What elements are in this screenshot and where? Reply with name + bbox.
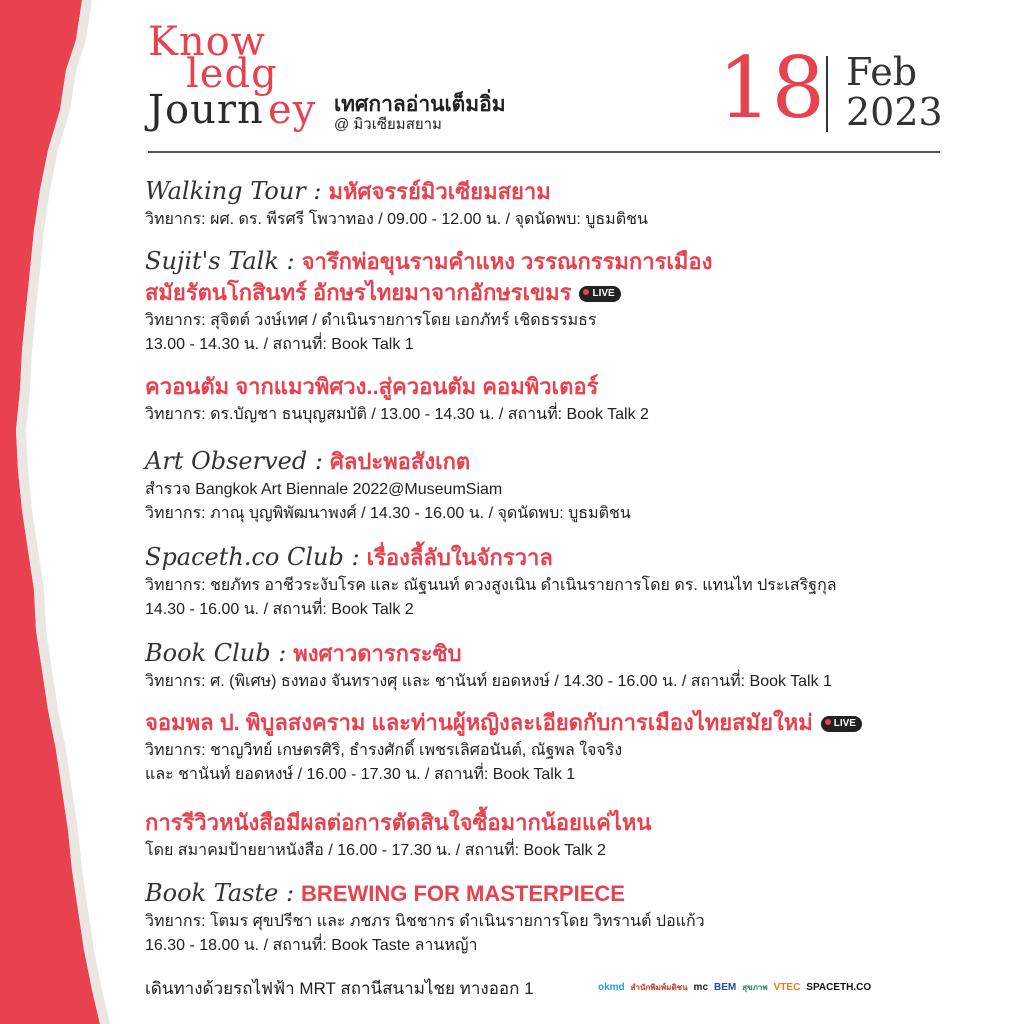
event-title: เรื่องลี้ลับในจักรวาล [366,545,553,570]
event-series: Book Taste : [145,879,295,907]
schedule-item-book-taste [145,878,965,958]
event-title-line [145,808,965,839]
partner-logo-spaceth: SPACETH.CO [806,981,872,993]
event-title-line [145,638,965,670]
event-date-month: Feb [846,50,918,94]
schedule-item-quantum [145,372,965,427]
event-detail: วิทยากร: ดร.บัญชา ธนบุญสมบัติ / 13.00 - 14.30 น. / สถานที่: Book Talk 2 [145,406,649,423]
travel-directions: เดินทางด้วยรถไฟฟ้า MRT สถานีสนามไชย ทางออก 1 [145,979,534,998]
event-detail: 16.30 - 18.00 น. / สถานที่: Book Taste ลานหญ้า [145,937,478,954]
live-label: LIVE [592,288,615,299]
event-detail: วิทยากร: สุจิตต์ วงษ์เทศ / ดำเนินรายการโดย เอกภัทร์ เชิดธรรมธร [145,312,597,329]
header-divider [148,151,940,153]
partner-logo-mc: mc [693,981,708,993]
live-dot-icon [583,289,589,295]
schedule-item-book-review [145,808,965,863]
event-series: Walking Tour : [145,177,322,205]
event-title-line [145,372,965,403]
live-badge [821,716,862,732]
event-title: ควอนตัม จากแมวพิศวง..สู่ควอนตัม คอมพิวเตอร์ [145,374,599,399]
event-title: BREWING FOR MASTERPIECE [301,881,625,906]
festival-venue: @ มิวเซียมสยาม [334,116,442,133]
torn-red-edge [0,0,140,1024]
live-label: LIVE [833,718,856,729]
live-badge [579,286,620,302]
logo-line-ledg: ledg [186,51,278,97]
schedule-item-walking-tour [145,176,965,232]
schedule-item-sujits-talk [145,246,965,357]
event-detail: สำรวจ Bangkok Art Biennale 2022@MuseumSiam [145,481,503,498]
event-detail: 13.00 - 14.30 น. / สถานที่: Book Talk 1 [145,336,414,353]
logo-line-journ: Journ [148,87,264,133]
event-title-line [145,176,965,208]
live-dot-icon [825,719,831,725]
logo-line-know: Know [148,19,266,65]
knowledge-journey-logo [148,19,348,133]
event-title: พงศาวดารกระซิบ [293,641,462,666]
partner-logos [598,974,978,1000]
event-detail: โดย สมาคมป้ายยาหนังสือ / 16.00 - 17.30 น. / สถานที่: Book Talk 2 [145,842,606,859]
event-title-line [145,878,965,910]
event-detail: และ ชานันท์ ยอดหงษ์ / 16.00 - 17.30 น. / สถานที่: Book Talk 1 [145,766,576,783]
event-title-line [145,246,965,278]
schedule-item-phibun [145,708,965,787]
event-series: Sujit's Talk : [145,247,295,275]
event-series: Spaceth.co Club : [145,543,360,571]
event-detail: วิทยากร: ผศ. ดร. พีรศรี โพวาทอง / 09.00 - 12.00 น. / จุดนัดพบ: บูธมติชน [145,211,648,228]
event-title: มหัศจรรย์มิวเซียมสยาม [328,179,551,204]
logo-line-ey: ey [268,87,317,133]
event-detail: 14.30 - 16.00 น. / สถานที่: Book Talk 2 [145,601,414,618]
event-detail: วิทยากร: ศ. (พิเศษ) ธงทอง จันทรางศุ และ ชานันท์ ยอดหงษ์ / 14.30 - 16.00 น. / สถานที่: Book Talk 1 [145,673,832,690]
partner-logo-bem: BEM [714,981,737,993]
festival-title: เทศกาลอ่านเต็มอิ่ม [334,93,506,116]
date-divider [826,56,828,132]
event-detail: วิทยากร: ภาณุ บุญพิพัฒนาพงศ์ / 14.30 - 16.00 น. / จุดนัดพบ: บูธมติชน [145,505,631,522]
partner-logo-health: สุขภาพ [742,982,768,992]
event-title: ศิลปะพอสังเกต [329,449,471,474]
event-title: จอมพล ป. พิบูลสงคราม และท่านผู้หญิงละเอียดกับการเมืองไทยสมัยใหม่ [145,710,813,735]
event-title-line [145,446,965,478]
partner-logo-okmd: okmd [598,981,625,993]
schedule-item-art-observed [145,446,965,526]
partner-logo-matichon: สำนักพิมพ์มติชน [630,982,688,992]
event-detail: วิทยากร: ชยภัทร อาชีวระงับโรค และ ณัฐนนท์ ดวงสูงเนิน ดำเนินรายการโดย ดร. แทนไท ประเสริฐกุล [145,577,837,594]
event-series: Book Club : [145,639,287,667]
event-date-day: 18 [718,39,825,137]
schedule-item-spaceth-club [145,542,965,622]
event-title: การรีวิวหนังสือมีผลต่อการตัดสินใจซื้อมากน้อยแค่ไหน [145,810,652,835]
event-title-line [145,708,965,739]
event-date-year: 2023 [846,90,943,134]
event-title: จารึกพ่อขุนรามคำแหง วรรณกรรมการเมือง [301,249,713,274]
event-series: Art Observed : [145,447,323,475]
event-title-line [145,542,965,574]
partner-logo-vtec: VTEC [773,981,801,993]
schedule-item-book-club [145,638,965,694]
event-detail: วิทยากร: ชาญวิทย์ เกษตรศิริ, ธำรงศักดิ์ เพชรเลิศอนันต์, ณัฐพล ใจจริง [145,742,623,759]
event-title-line-2 [145,278,965,309]
event-title-continued: สมัยรัตนโกสินทร์ อักษรไทยมาจากอักษรเขมร [145,280,572,305]
event-detail: วิทยากร: โตมร ศุขปรีชา และ ภชภร นิชชากร ดำเนินรายการโดย วิทรานต์ ปอแก้ว [145,913,705,930]
